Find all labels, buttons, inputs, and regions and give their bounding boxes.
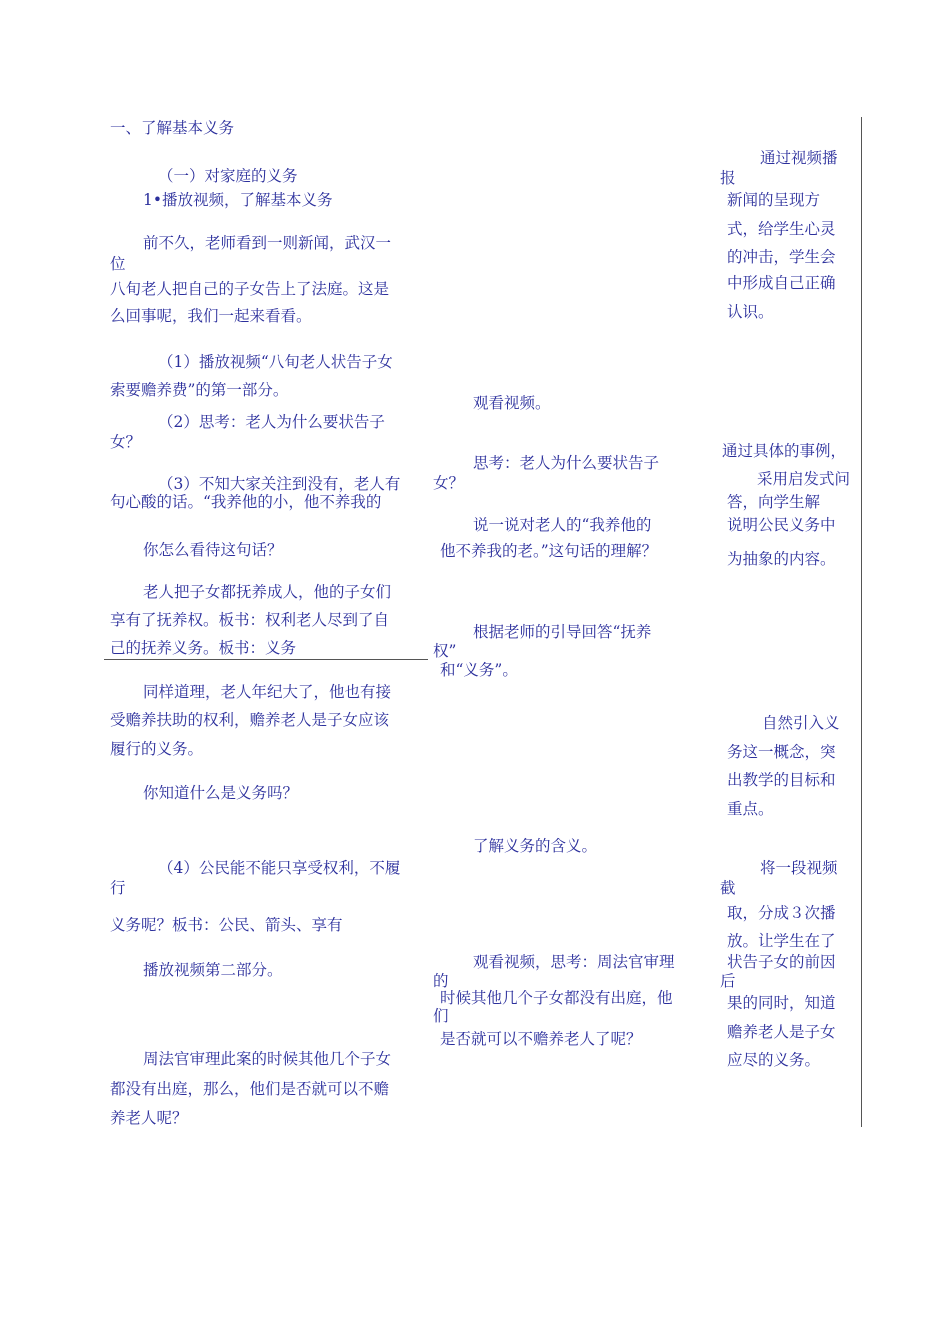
paragraph-line: 都没有出庭，那么，他们是否就可以不赡 [110,1080,390,1098]
paragraph-line: 务这一概念，突 [727,743,836,761]
paragraph-line: 观看视频，思考：周法官审理 [473,953,675,971]
paragraph-line: 放。让学生在了 [727,932,836,950]
paragraph-line: 的冲击，学生会 [727,248,836,266]
paragraph-line: 老人把子女都抚养成人，他的子女们 [143,583,392,601]
paragraph-line: 你知道什么是义务吗？ [143,784,299,802]
paragraph-line: 中形成自己正确 [727,274,836,292]
step-title: 1•播放视频，了解基本义务 [143,191,333,209]
paragraph-line: 八旬老人把自己的子女告上了法庭。这是 [110,280,390,298]
paragraph-line: 同样道理，老人年纪大了，他也有接 [143,683,392,701]
paragraph-line: 们 [433,1007,449,1025]
paragraph-line: 认识。 [727,303,774,321]
paragraph-line: 播放视频第二部分。 [143,961,283,979]
paragraph-line: 答，向学生解 [727,493,821,511]
paragraph-line: 后 [720,972,736,990]
paragraph-line: 行 [110,879,126,897]
paragraph-line: 句心酸的话。“我养他的小，他不养我的 [110,493,382,511]
paragraph-line: 时候其他几个子女都没有出庭，他 [440,989,673,1007]
paragraph-line: 报 [720,169,736,187]
paragraph-line: 位 [110,255,126,273]
paragraph-line: 女？ [110,433,142,451]
paragraph-line: 根据老师的引导回答“抚养 [473,623,652,641]
paragraph-line: 么回事呢，我们一起来看看。 [110,307,312,325]
paragraph-line: 将一段视频 [760,859,838,877]
section-heading: 一、了解基本义务 [110,119,235,137]
paragraph-line: 受赡养扶助的权利，赡养老人是子女应该 [110,711,390,729]
paragraph-line: 自然引入义 [762,714,840,732]
paragraph-line: 果的同时，知道 [727,994,836,1012]
paragraph-line: 为抽象的内容。 [727,550,836,568]
paragraph-line: 观看视频。 [473,394,551,412]
paragraph-line: 说一说对老人的“我养他的 [473,516,652,534]
paragraph-line: 享有了抚养权。板书：权利老人尽到了自 [110,611,390,629]
paragraph-line: 取，分成３次播 [727,904,836,922]
paragraph-line: 女？ [433,474,465,492]
paragraph-line: 采用启发式问 [757,470,851,488]
paragraph-line: 思考：老人为什么要状告子 [473,454,660,472]
paragraph-line: 养老人呢？ [110,1109,188,1127]
paragraph-line: （4）公民能不能只享受权利，不履 [158,859,401,877]
paragraph-line: 通过具体的事例， [722,442,847,460]
paragraph-line: 截 [720,879,736,897]
paragraph-line: 己的抚养义务。板书：义务 [110,639,297,657]
paragraph-line: 说明公民义务中 [727,516,836,534]
paragraph-line: 应尽的义务。 [727,1051,821,1069]
section-divider-horizontal [104,659,428,660]
paragraph-line: 赡养老人是子女 [727,1023,836,1041]
paragraph-line: 和“义务”。 [440,661,518,679]
column-divider-vertical [861,117,862,1127]
paragraph-line: 通过视频播 [760,149,838,167]
paragraph-line: （3）不知大家关注到没有，老人有 [158,475,401,493]
paragraph-line: 权” [433,642,457,660]
paragraph-line: 是否就可以不赡养老人了呢？ [440,1030,642,1048]
paragraph-line: 索要赡养费”的第一部分。 [110,381,289,399]
paragraph-line: （1）播放视频“八旬老人状告子女 [158,353,393,371]
paragraph-line: 状告子女的前因 [727,953,836,971]
paragraph-line: 周法官审理此案的时候其他几个子女 [143,1050,392,1068]
paragraph-line: （2）思考：老人为什么要状告子 [158,413,385,431]
paragraph-line: 了解义务的含义。 [473,837,598,855]
paragraph-line: 新闻的呈现方 [727,191,821,209]
paragraph-line: 履行的义务。 [110,740,204,758]
paragraph-line: 你怎么看待这句话？ [143,541,283,559]
paragraph-line: 义务呢？板书：公民、箭头、享有 [110,916,343,934]
paragraph-line: 前不久，老师看到一则新闻，武汉一 [143,234,392,252]
paragraph-line: 重点。 [727,800,774,818]
paragraph-line: 式，给学生心灵 [727,220,836,238]
paragraph-line: 的 [433,972,449,990]
subsection-heading: （一）对家庭的义务 [158,167,298,185]
paragraph-line: 他不养我的老。”这句话的理解？ [440,542,658,560]
paragraph-line: 出教学的目标和 [727,771,836,789]
